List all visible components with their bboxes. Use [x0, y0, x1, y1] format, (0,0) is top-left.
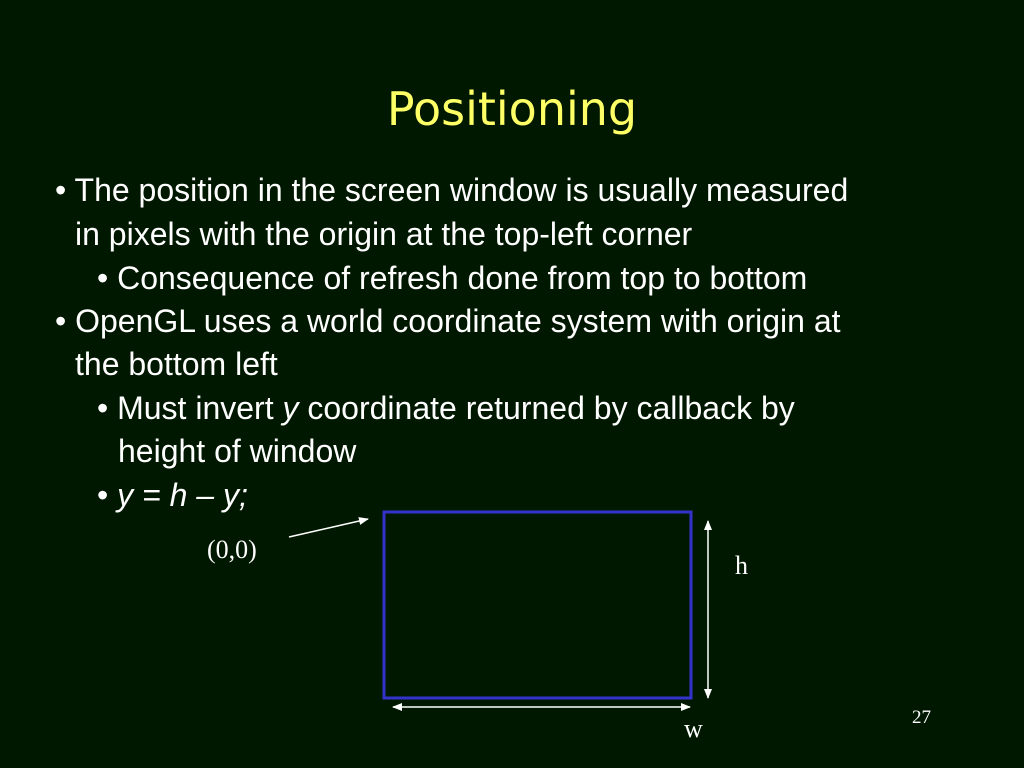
sub-bullet-2-post: coordinate returned by callback by — [298, 390, 795, 426]
sub-bullet-2-var: y — [282, 390, 299, 426]
sub-bullet-2-line-2: height of window — [118, 433, 357, 469]
formula-text: y = h – y; — [117, 477, 248, 513]
width-label: w — [684, 714, 703, 743]
sub-bullet-1-text: Consequence of refresh done from top to bottom — [117, 260, 808, 296]
bullet-marker: • — [97, 390, 109, 426]
bullet-1-line-1: The position in the screen window is usually measured — [74, 172, 849, 208]
bullet-marker: • — [97, 260, 109, 296]
bullet-1-line-2: in pixels with the origin at the top-left corner — [75, 216, 693, 252]
slide-title: Positioning — [386, 82, 638, 136]
page-number: 27 — [912, 707, 931, 728]
height-label: h — [735, 551, 748, 580]
screen-window-rect — [384, 512, 691, 698]
origin-label: (0,0) — [207, 535, 257, 564]
origin-pointer-arrow — [289, 519, 368, 537]
bullet-marker: • — [97, 477, 109, 513]
bullet-2-line-1: OpenGL uses a world coordinate system with origin at — [75, 303, 841, 339]
bullet-marker: • — [55, 172, 67, 208]
bullet-2-line-2: the bottom left — [75, 346, 278, 382]
bullet-marker: • — [55, 303, 67, 339]
sub-bullet-2-pre: Must invert — [117, 390, 283, 426]
